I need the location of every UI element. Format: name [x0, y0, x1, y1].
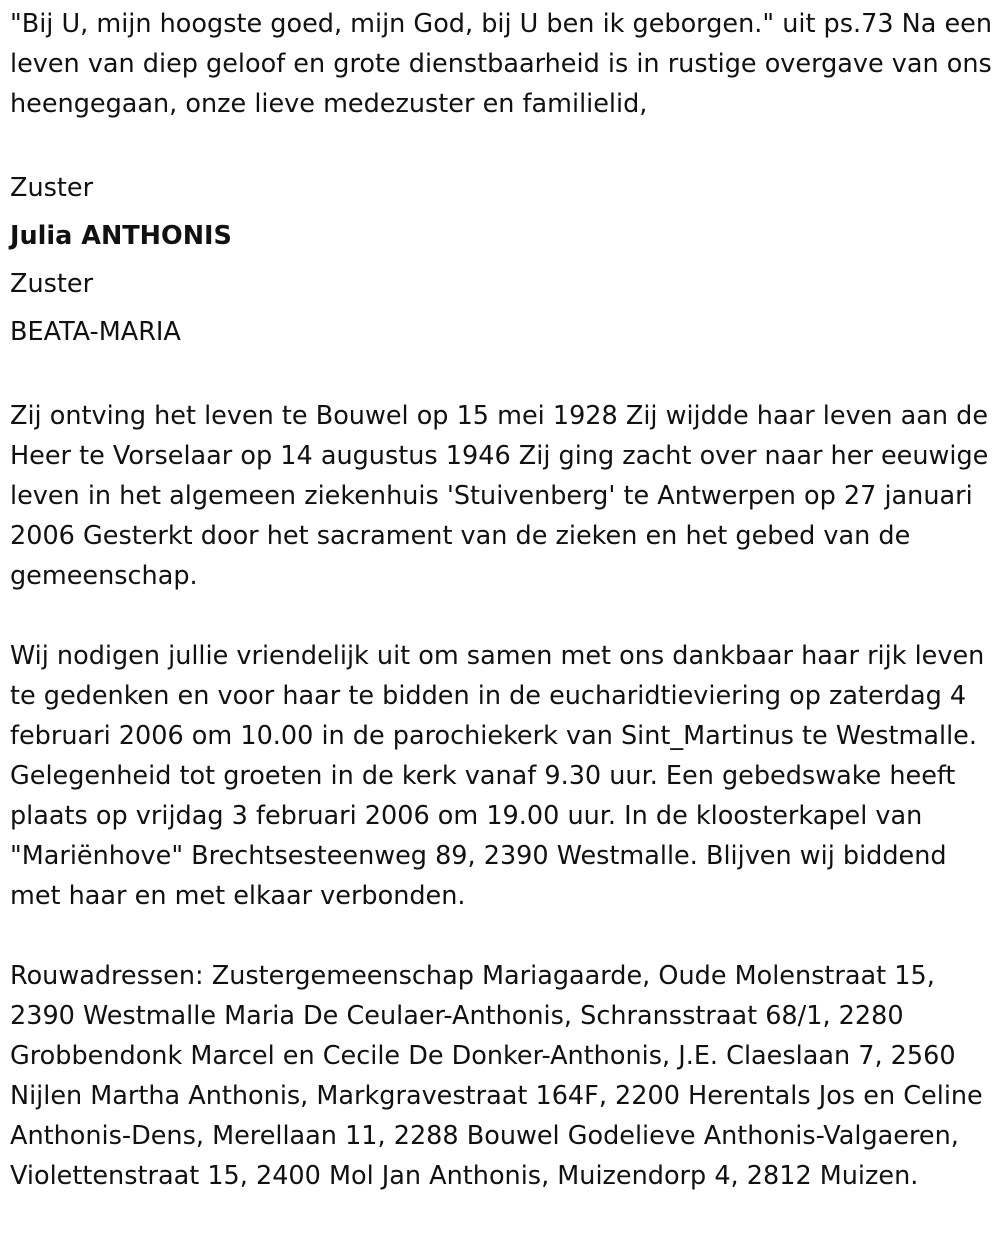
addresses-paragraph: Rouwadressen: Zustergemeenschap Mariagaarde, Oude Molenstraat 15, 2390 Westmalle Maria De Ceulaer-Anthonis, Schransstraat 68/1, 2280 Grobbendonk Marcel en Cecile De Donker-Anthonis, J.E. Claeslaan 7, 2560 Nijlen Martha Anthonis, Markgravestraat 164F, 2200 Herentals Jos en Celine Anthonis-Dens, Merellaan 11, 2288 Bouwel Godelieve Anthonis-Valgaeren, Violettenstraat 15, 2400 Mol Jan Anthonis, Muizendorp 4, 2812 Muizen. — [10, 961, 983, 1191]
intro-paragraph: "Bij U, mijn hoogste goed, mijn God, bij U ben ik geborgen." uit ps.73 Na een leven van diep geloof en grote dienstbaarheid is in rustige overgave van ons heengegaan, onze lieve medezuster en familielid, — [10, 9, 993, 119]
religious-name: BEATA-MARIA — [10, 317, 181, 347]
deceased-name: Julia ANTHONIS — [10, 221, 232, 251]
obituary-document — [10, 0, 995, 1196]
invitation-paragraph: Wij nodigen jullie vriendelijk uit om samen met ons dankbaar haar rijk leven te gedenken en voor haar te bidden in de eucharidtieviering op zaterdag 4 februari 2006 om 10.00 in de parochiekerk van Sint_Martinus te Westmalle. Gelegenheid tot groeten in de kerk vanaf 9.30 uur. Een gebedswake heeft plaats op vrijdag 3 februari 2006 om 19.00 uur. In de kloosterkapel van "Mariënhove" Brechtsesteenweg 89, 2390 Westmalle. Blijven wij biddend met haar en met elkaar verbonden. — [10, 641, 985, 911]
title-label-religious: Zuster — [10, 269, 94, 299]
life-paragraph: Zij ontving het leven te Bouwel op 15 mei 1928 Zij wijdde haar leven aan de Heer te Vorselaar op 14 augustus 1946 Zij ging zacht over naar her eeuwige leven in het algemeen ziekenhuis 'Stuivenberg' te Antwerpen op 27 januari 2006 Gesterkt door het sacrament van de zieken en het gebed van de gemeenschap. — [10, 401, 989, 591]
title-label: Zuster — [10, 173, 94, 203]
